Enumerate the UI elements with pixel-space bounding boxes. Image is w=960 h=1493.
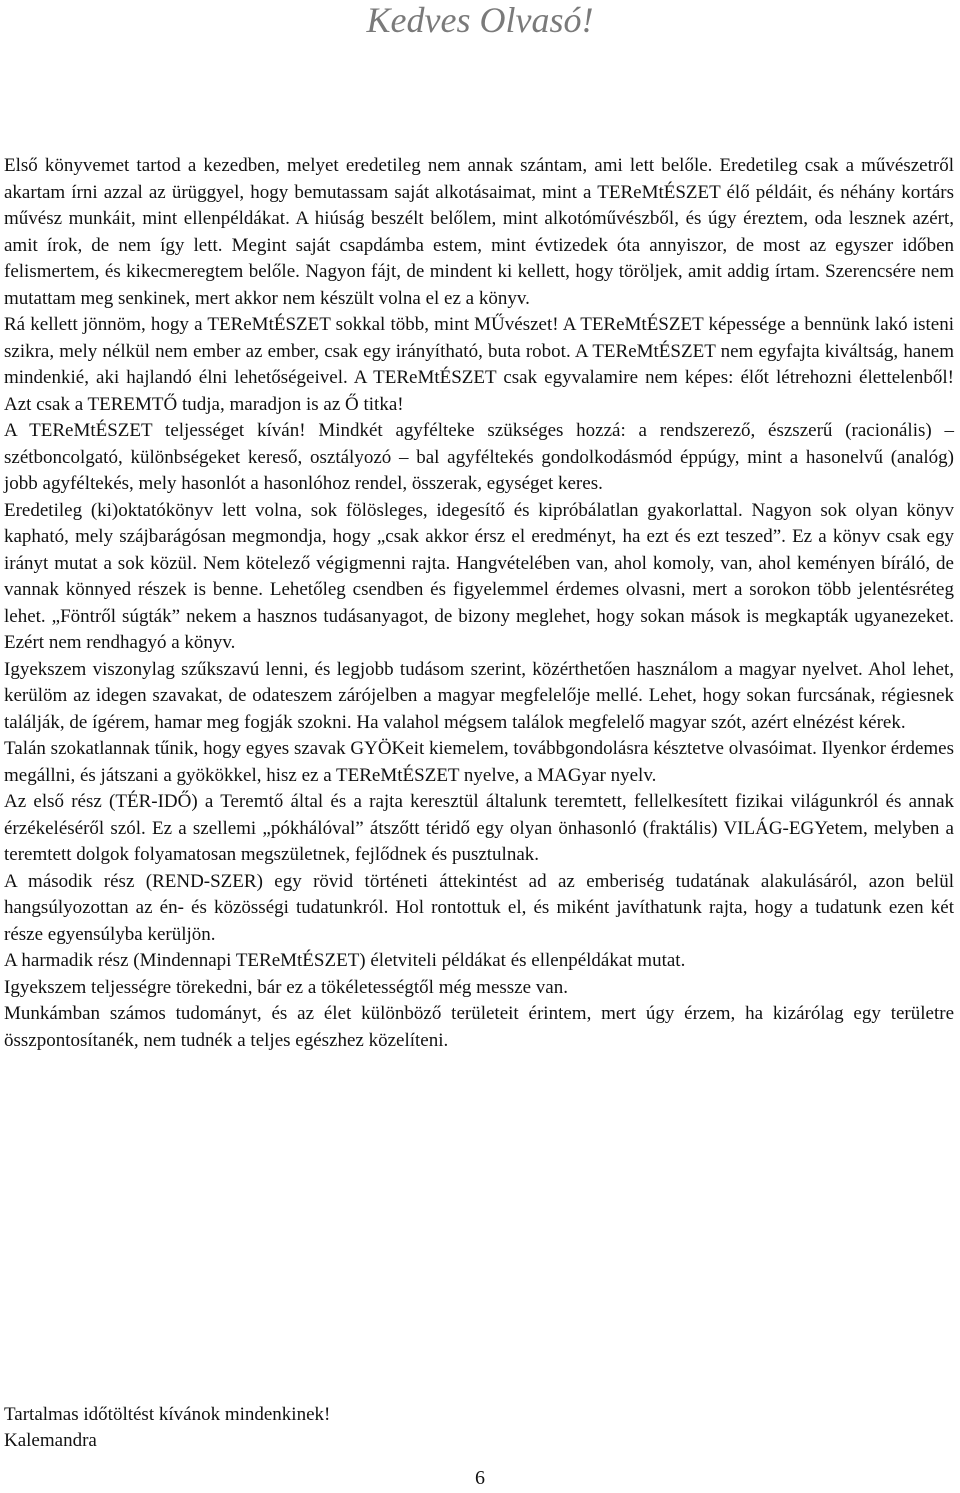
body-text: [4, 153, 954, 1054]
signature: Kalemandra: [4, 1430, 97, 1451]
closing-block: [4, 1402, 954, 1454]
paragraph: Eredetileg (ki)oktatókönyv lett volna, sok fölösleges, idegesítő és kipróbálatlan gyakorlattal. Nagyon sok olyan könyv kapható, mely szájbarágósan megmondja, hogy „csak akkor érsz el eredményt, ha ezt és ezt teszed”. Ez a könyv csak egy irányt mutat a sok közül. Nem kötelező végigmenni rajta. Hangvételében van, ahol komoly, van, ahol keményen bíráló, de vannak könnyed részek is benne. Lehetőleg csendben és figyelemmel érdemes olvasni, mert a sorokon több jelentésréteg lehet. „Föntről súgták” nekem a hasznos tudásanyagot, de bizony meglehet, hogy sokan mások is megkapták ugyanezeket. Ezért nem rendhagyó a könyv.: [4, 499, 954, 653]
page-title: Kedves Olvasó!: [366, 0, 594, 40]
paragraph: A harmadik rész (Mindennapi TEReMtÉSZET) életviteli példákat és ellenpéldákat mutat.: [4, 950, 686, 971]
page-number: 6: [475, 1467, 485, 1489]
paragraph: A TEReMtÉSZET teljességet kíván! Mindkét agyfélteke szükséges hozzá: a rendszerező, észszerű (racionális) – szétboncolgató, különbségeket kereső, osztályozó – bal agyféltekés gondolkodásmód éppúgy, mint a hasonelvű (analóg) jobb agyféltekés, mely hasonlót a hasonlóhoz rendel, összerak, egységet keres.: [4, 420, 954, 494]
paragraph: Munkámban számos tudományt, és az élet különböző területeit érintem, mert úgy érzem, ha kizárólag egy területre összpontosítanék, nem tudnék a teljes egészhez közelíteni.: [4, 1003, 954, 1051]
paragraph: A második rész (REND-SZER) egy rövid történeti áttekintést ad az emberiség tudatának alakulásáról, azon belül hangsúlyozottan az én- és közösségi tudatunkról. Hol rontottuk el, és miként javíthatunk rajta, hogy a tudatunk ezen két része egyensúlyba kerüljön.: [4, 870, 954, 945]
paragraph: Első könyvemet tartod a kezedben, melyet eredetileg nem annak szántam, ami lett belőle. Eredetileg csak a művészetről akartam írni azzal az ürüggyel, hogy bemutassam saját alkotásaimat, mint a TEReMtÉSZET élő példáit, és néhány kortárs művész munkáit, mint ellenpéldákat. A hiúság beszélt belőlem, mint alkotóművészből, és úgy éreztem, oda lesznek azért, amit írok, de nem így lett. Megint saját csapdámba estem, mint évtizedek óta annyiszor, de most az egyszer időben felismertem, és kikecmeregtem belőle. Nagyon fájt, de mindent ki kellett, hogy töröljek, amit addig írtam. Szerencsére nem mutattam meg senkinek, mert akkor nem készült volna el ez a könyv.: [4, 155, 954, 309]
closing-wish: Tartalmas időtöltést kívánok mindenkinek!: [4, 1404, 331, 1425]
paragraph: Igyekszem viszonylag szűkszavú lenni, és legjobb tudásom szerint, közérthetően használom a magyar nyelvet. Ahol lehet, kerülöm az idegen szavakat, de odateszem zárójelben a magyar megfelelője mellé. Lehet, hogy sokan furcsának, régiesnek találják, de ígérem, hamar meg fogják szokni. Ha valahol mégsem találok megfelelő magyar szót, azért elnézést kérek.: [4, 658, 954, 733]
paragraph: Az első rész (TÉR-IDŐ) a Teremtő által és a rajta keresztül általunk teremtett, fellelkesített fizikai világunkról és annak érzékeléséről szól. Ez a szellemi „pókhálóval” átszőtt téridő egy olyan önhasonló (fraktális) VILÁG-EGYetem, melyben a teremtett dolgok folyamatosan megszületnek, fejlődnek és pusztulnak.: [4, 791, 954, 865]
paragraph: Talán szokatlannak tűnik, hogy egyes szavak GYÖKeit kiemelem, továbbgondolásra késztetve olvasóimat. Ilyenkor érdemes megállni, és játszani a gyökökkel, hisz ez a TEReMtÉSZET nyelve, a MAGyar nyelv.: [4, 738, 954, 786]
paragraph: Igyekszem teljességre törekedni, bár ez a tökéletességtől még messze van.: [4, 976, 568, 998]
paragraph: Rá kellett jönnöm, hogy a TEReMtÉSZET sokkal több, mint MŰvészet! A TEReMtÉSZET képessége a bennünk lakó isteni szikra, mely nélkül nem ember az ember, csak egy irányítható, buta robot. A TEReMtÉSZET nem egyfajta kiváltság, hanem mindenkié, aki hajlandó élni lehetőségeivel. A TEReMtÉSZET csak egyvalamire nem képes: élőt létrehozni élettelenből! Azt csak a TEREMTŐ tudja, maradjon is az Ő titka!: [4, 314, 954, 415]
